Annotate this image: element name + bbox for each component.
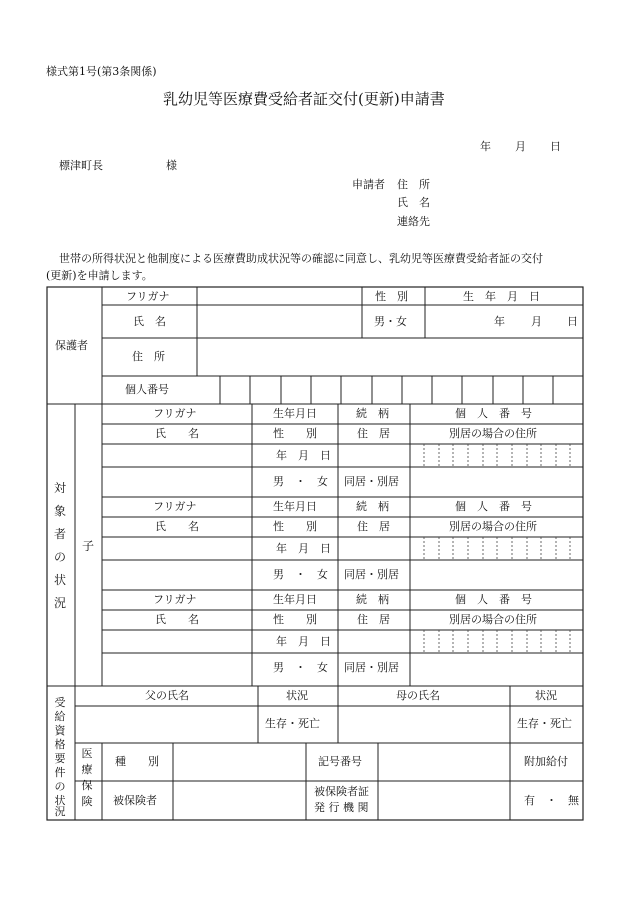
block1-other-address: 別居の場合の住所 [449,427,537,440]
subject-char-5: 状 [53,573,66,587]
extra-benefit-label: 附加給付 [524,755,568,768]
block3-relation: 続 柄 [356,593,389,606]
block3-furigana: フリガナ [153,593,197,606]
block3-other-address: 別居の場合の住所 [449,613,537,626]
block2-sex: 性 別 [273,520,317,533]
eligibility-char-5: 要 [54,752,66,765]
block1-name: 氏 名 [155,427,199,440]
date-day: 日 [550,140,561,153]
issuer-label-line1: 被保険者証 [314,785,369,798]
guardian-mynumber-label: 個人番号 [125,383,169,396]
guardian-birth-label: 生 年 月 日 [463,290,540,303]
subject-char-3: 者 [53,527,66,541]
consent-line-1: 世帯の所得状況と他制度による医療費助成状況等の確認に同意し、乳幼児等医療費受給者証の交付 [59,252,543,265]
eligibility-char-6: 件 [54,766,66,779]
consent-line-2: (更新)を申請します。 [46,269,153,282]
eligibility-char-7: の [54,780,66,793]
guardian-birth-day: 日 [567,315,578,328]
block1-birth: 生年月日 [273,407,317,420]
guardian-address-label: 住 所 [132,350,165,363]
insurance-char-3: 保 [81,779,93,792]
guardian-furigana-label: フリガナ [126,290,170,303]
insurance-char-2: 療 [81,763,93,776]
insurance-char-1: 医 [81,747,93,760]
eligibility-char-3: 資 [54,724,66,737]
yes-no-choice: 有 ・ 無 [524,794,579,807]
block3-living: 同居・別居 [344,661,399,674]
insurance-type-label: 種 別 [115,755,159,768]
mother-name-label: 母の氏名 [396,689,440,702]
block1-relation: 続 柄 [356,407,389,420]
subject-char-6: 況 [53,596,66,610]
applicant-address-label: 住 所 [397,178,430,191]
block1-sex: 性 別 [273,427,317,440]
block3-mynumber: 個 人 番 号 [455,593,532,606]
father-status-label: 状況 [286,689,308,702]
guardian-birth-month: 月 [531,315,542,328]
block2-furigana: フリガナ [153,500,197,513]
applicant-name-label: 氏 名 [397,196,430,209]
block3-sex: 性 別 [273,613,317,626]
issuer-label-line2: 発 行 機 関 [314,801,369,814]
eligibility-char-4: 格 [54,738,66,751]
block3-residence: 住 居 [357,613,390,626]
eligibility-char-9: 況 [54,805,66,818]
form-number: 様式第1号(第3条関係) [46,65,157,78]
date-month: 月 [515,140,526,153]
date-year: 年 [480,140,491,153]
block3-male-female: 男 ・ 女 [273,661,328,674]
block1-living: 同居・別居 [344,475,399,488]
block2-ymd: 年 月 日 [276,542,331,555]
guardian-birth-year: 年 [494,315,505,328]
guardian-sex-label: 性 別 [375,290,408,303]
block2-male-female: 男 ・ 女 [273,568,328,581]
guardian-name-label: 氏 名 [133,315,166,328]
form-title: 乳幼児等医療費受給者証交付(更新)申請書 [163,90,445,108]
subject-char-2: 象 [53,504,66,518]
applicant-contact-label: 連絡先 [397,215,430,228]
block1-mynumber: 個 人 番 号 [455,407,532,420]
eligibility-char-1: 受 [54,696,66,709]
block3-ymd: 年 月 日 [276,635,331,648]
applicant-label: 申請者 [352,178,385,191]
block1-residence: 住 居 [357,427,390,440]
block2-name: 氏 名 [155,520,199,533]
block1-furigana: フリガナ [153,407,197,420]
addressee: 標津町長 [59,159,103,172]
father-name-label: 父の氏名 [145,689,189,702]
block3-name: 氏 名 [155,613,199,626]
guardian-section-label: 保護者 [55,339,88,352]
insured-person-label: 被保険者 [113,794,157,807]
insurance-char-4: 険 [81,795,93,808]
father-alive-dead: 生存・死亡 [265,717,320,730]
block2-living: 同居・別居 [344,568,399,581]
block1-ymd: 年 月 日 [276,449,331,462]
block1-male-female: 男 ・ 女 [273,475,328,488]
block2-residence: 住 居 [357,520,390,533]
subject-char-1: 対 [53,481,66,495]
symbol-number-label: 記号番号 [318,755,362,768]
guardian-sex-value: 男・女 [374,315,407,328]
child-label: 子 [81,539,94,553]
block2-birth: 生年月日 [273,500,317,513]
block2-relation: 続 柄 [356,500,389,513]
honorific: 様 [166,159,177,172]
block3-birth: 生年月日 [273,593,317,606]
eligibility-char-2: 給 [54,710,66,723]
block2-mynumber: 個 人 番 号 [455,500,532,513]
mother-status-label: 状況 [535,689,557,702]
mother-alive-dead: 生存・死亡 [517,717,572,730]
subject-char-4: の [53,550,66,564]
eligibility-char-8: 状 [54,794,66,807]
block2-other-address: 別居の場合の住所 [449,520,537,533]
